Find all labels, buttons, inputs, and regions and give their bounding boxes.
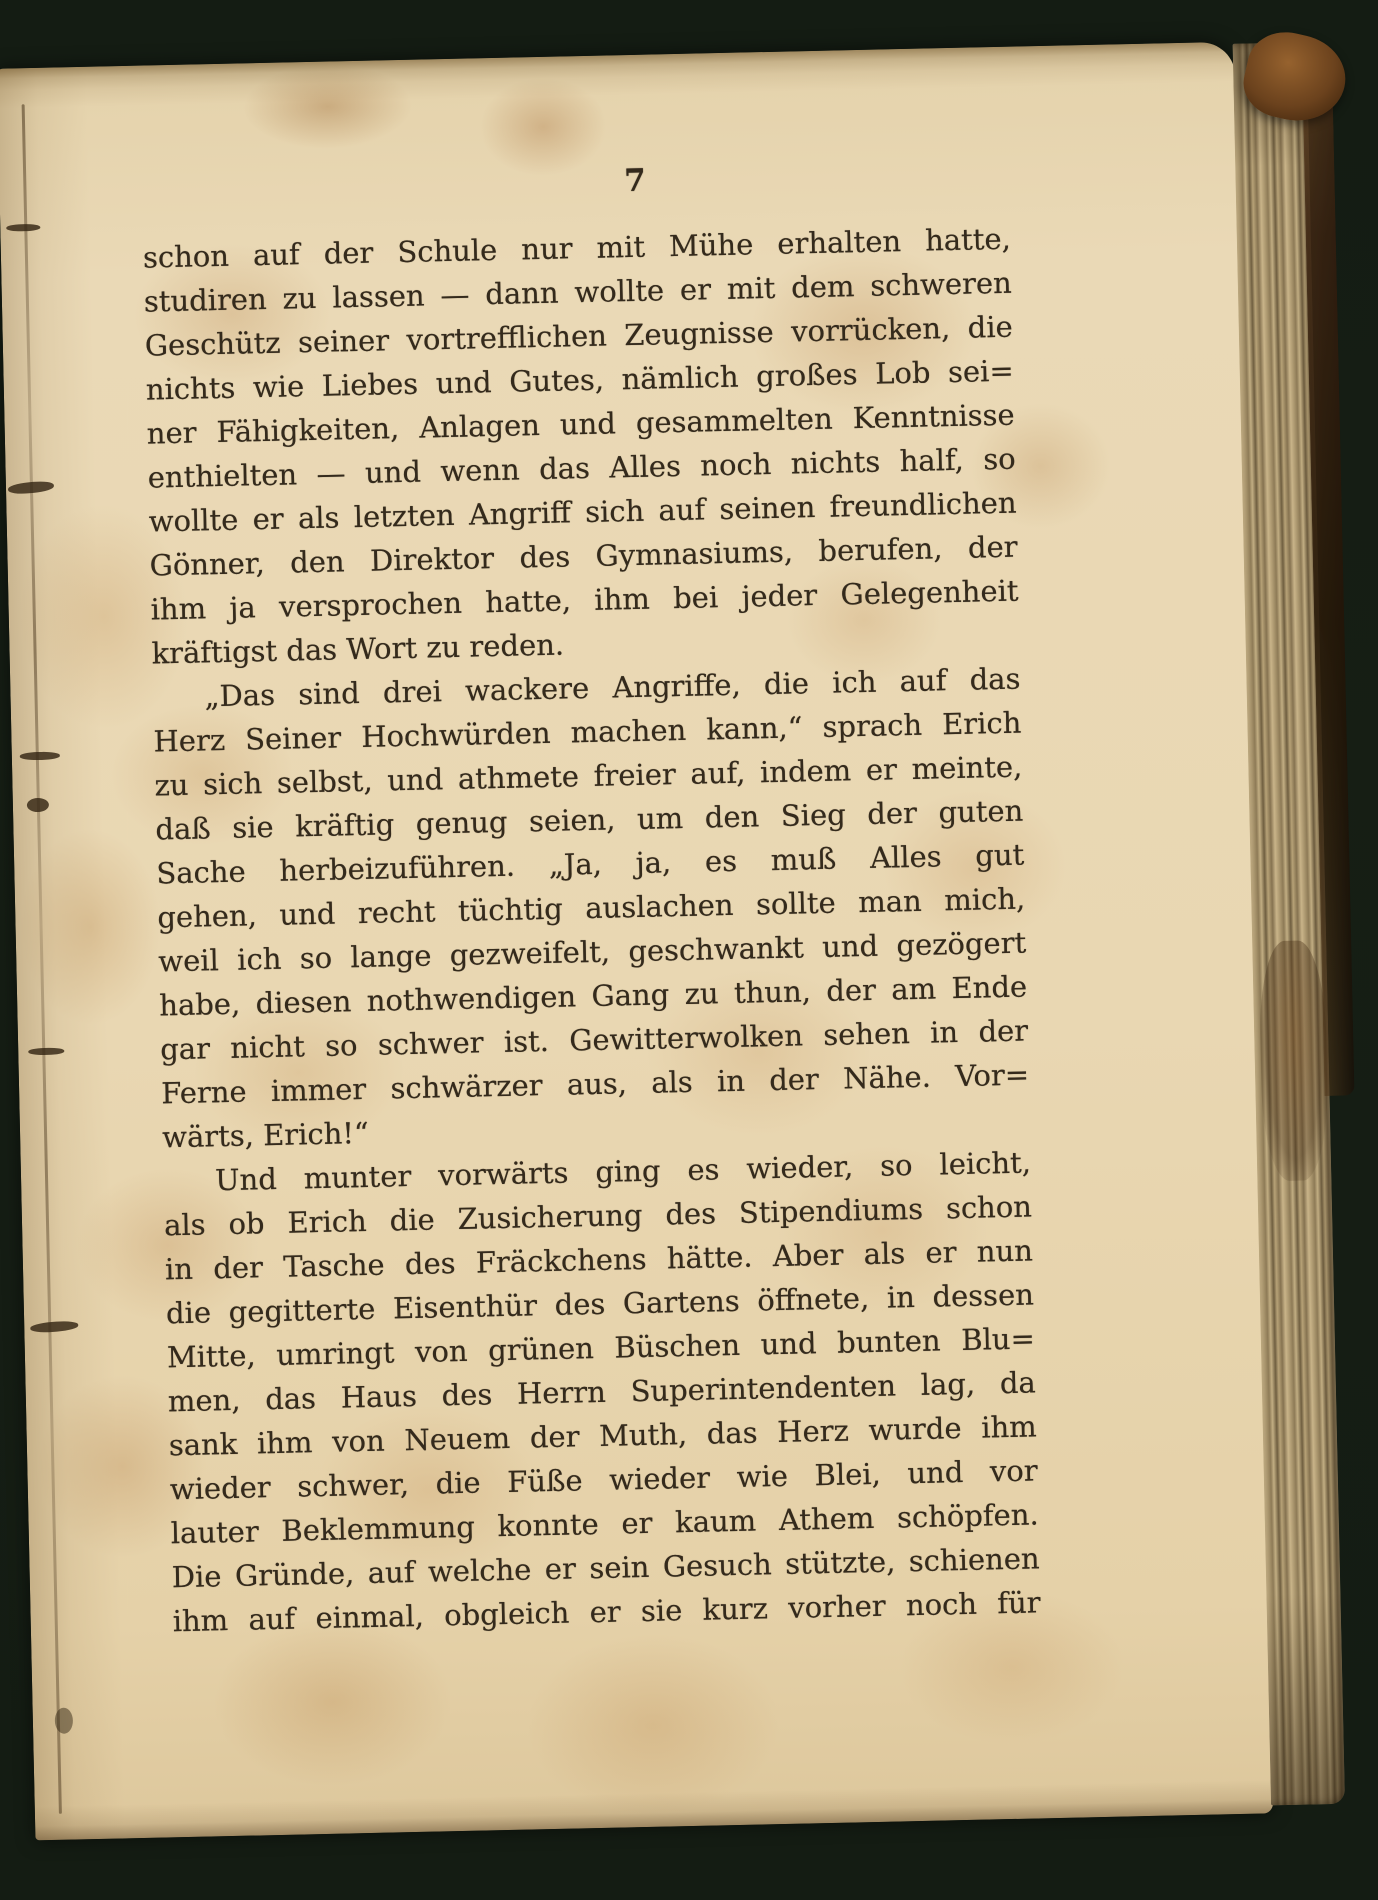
text-line: nichts wie Liebes und Gutes, nämlich großes Lob sei= — [145, 353, 1015, 407]
text-line: die gegitterte Eisenthür des Gartens öffnete, in dessen — [165, 1277, 1035, 1331]
text-line: Geschütz seiner vortrefflichen Zeugnisse vorrücken, die — [144, 309, 1014, 363]
text-line: lauter Beklemmung konnte er kaum Athem schöpfen. — [170, 1497, 1039, 1551]
text-line: Ferne immer schwärzer aus, als in der Nähe. Vor= — [160, 1057, 1030, 1111]
leather-edge-shadow — [1258, 940, 1329, 1181]
text-line: zu sich selbst, und athmete freier auf, indem er meinte, — [154, 749, 1023, 803]
text-line: ihm ja versprochen hatte, ihm bei jeder Gelegenheit — [150, 573, 1019, 627]
text-line: daß sie kräftig genug seien, um den Sieg der guten — [155, 793, 1024, 847]
page-number: 7 — [623, 162, 648, 200]
page-content — [0, 42, 1273, 1841]
page-paper — [0, 42, 1273, 1841]
text-line: sank ihm von Neuem der Muth, das Herz wurde ihm — [168, 1409, 1038, 1463]
text-line: wärts, Erich!“ — [161, 1115, 370, 1155]
book-page — [0, 40, 1369, 1841]
text-line: Gönner, den Direktor des Gymnasiums, berufen, der — [149, 529, 1018, 583]
text-line: weil ich so lange gezweifelt, geschwankt und gezögert — [157, 925, 1027, 979]
text-line: gar nicht so schwer ist. Gewitterwolken sehen in der — [159, 1013, 1029, 1067]
text-line: wollte er als letzten Angriff sich auf seinen freundlichen — [148, 485, 1017, 539]
text-line: „Das sind drei wackere Angriffe, die ich auf das — [204, 661, 1021, 714]
text-line: men, das Haus des Herrn Superintendenten lag, da — [167, 1365, 1037, 1419]
text-line: Herz Seiner Hochwürden machen kann,“ sprach Erich — [153, 705, 1022, 759]
text-line: enthielten — und wenn das Alles noch nichts half, so — [147, 441, 1016, 495]
text-block — [143, 217, 1042, 1644]
text-line: ner Fähigkeiten, Anlagen und gesammelten Kenntnisse — [146, 397, 1015, 451]
text-line: wieder schwer, die Füße wieder wie Blei, und vor — [169, 1453, 1039, 1507]
text-line: als ob Erich die Zusicherung des Stipendiums schon — [163, 1189, 1033, 1243]
text-line: in der Tasche des Fräckchens hätte. Aber als er nun — [164, 1233, 1034, 1287]
text-line: Und munter vorwärts ging es wieder, so leicht, — [214, 1145, 1032, 1198]
text-line: kräftigst das Wort zu reden. — [151, 627, 565, 671]
text-line: schon auf der Schule nur mit Mühe erhalten hatte, — [142, 221, 1012, 275]
text-line: ihm auf einmal, obgleich er sie kurz vorher noch für — [172, 1585, 1041, 1639]
text-line: habe, diesen nothwendigen Gang zu thun, der am Ende — [158, 969, 1028, 1023]
text-line: studiren zu lassen — dann wollte er mit dem schweren — [143, 265, 1013, 319]
text-line: Mitte, umringt von grünen Büschen und bunten Blu= — [166, 1321, 1036, 1375]
text-line: gehen, und recht tüchtig auslachen sollte man mich, — [157, 881, 1026, 935]
text-line: Die Gründe, auf welche er sein Gesuch stützte, schienen — [171, 1541, 1040, 1595]
text-line: Sache herbeizuführen. „Ja, ja, es muß Alles gut — [156, 837, 1025, 891]
